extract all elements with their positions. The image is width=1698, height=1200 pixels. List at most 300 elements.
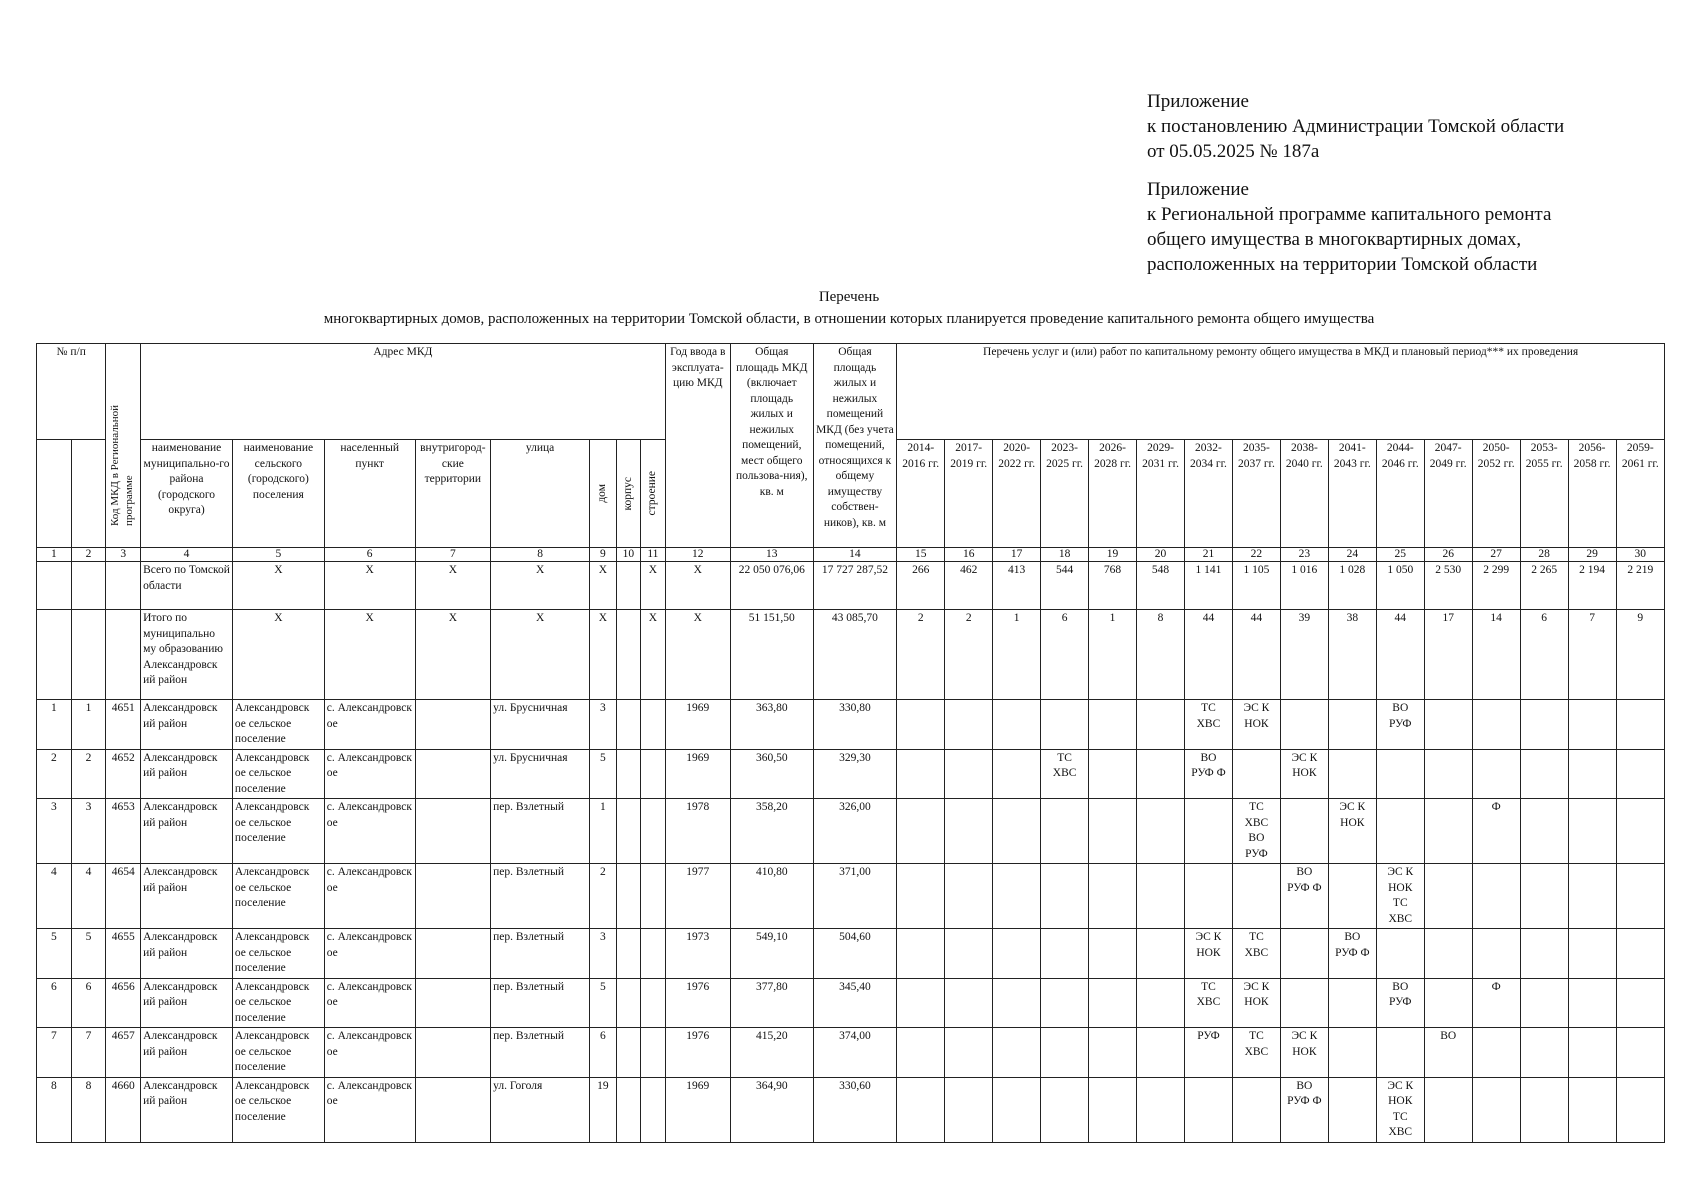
- cell-period-works: [1232, 749, 1280, 799]
- column-number: 7: [415, 548, 491, 562]
- column-number: 3: [106, 548, 141, 562]
- cell-settlement: Александровск ое сельское поселение: [232, 700, 324, 750]
- cell-period-works: ТС ХВС: [1041, 749, 1089, 799]
- cell-period-works: ЭС К НОК ТС ХВС: [1376, 864, 1424, 929]
- cell-period-works: [1520, 749, 1568, 799]
- cell-period-works: [1041, 1028, 1089, 1078]
- cell-area-total: 360,50: [730, 749, 813, 799]
- cell-period-works: [993, 799, 1041, 864]
- cell-period-count: 1: [993, 610, 1041, 700]
- cell-district: Александровск ий район: [141, 929, 233, 979]
- cell-period-works: [1472, 864, 1520, 929]
- cell-period-count: 1 050: [1376, 562, 1424, 610]
- cell-period-works: [1616, 1028, 1664, 1078]
- cell-building: [641, 1077, 666, 1142]
- cell-area-premises: 330,60: [813, 1077, 897, 1142]
- cell-period-works: [1568, 799, 1616, 864]
- cell-period-works: [1424, 799, 1472, 864]
- cell-period-works: ВО: [1424, 1028, 1472, 1078]
- cell-period-works: ВО РУФ Ф: [1328, 929, 1376, 979]
- header-code-text: Код МКД в Региональной программе: [109, 404, 136, 526]
- cell-period-works: [1137, 864, 1185, 929]
- cell-year: 1969: [665, 700, 730, 750]
- cell-district: Александровск ий район: [141, 1028, 233, 1078]
- cell-period-works: [945, 864, 993, 929]
- cell-period-works: [1520, 1077, 1568, 1142]
- header-korpus: [616, 440, 640, 548]
- cell-korpus: [616, 1028, 640, 1078]
- header-house: [590, 440, 617, 548]
- column-number: 18: [1041, 548, 1089, 562]
- cell-year: Х: [665, 610, 730, 700]
- cell-area-total: 22 050 076,06: [730, 562, 813, 610]
- cell-period-works: [1089, 978, 1137, 1028]
- cell-period-count: 413: [993, 562, 1041, 610]
- cell-district: Александровск ий район: [141, 978, 233, 1028]
- cell-np: 7: [37, 1028, 72, 1078]
- header-np: № п/п: [37, 344, 106, 440]
- cell-area-premises: 330,80: [813, 700, 897, 750]
- cell-period-works: [1041, 864, 1089, 929]
- header-period: 2056-2058 гг.: [1568, 440, 1616, 548]
- cell-code: 4652: [106, 749, 141, 799]
- column-number: 1: [37, 548, 72, 562]
- cell-period-works: ЭС К НОК: [1280, 749, 1328, 799]
- cell-period-works: [1137, 749, 1185, 799]
- cell-period-works: [1472, 749, 1520, 799]
- cell-period-works: [897, 864, 945, 929]
- cell-period-works: [945, 799, 993, 864]
- cell-period-works: [1089, 799, 1137, 864]
- cell-period-works: [1328, 700, 1376, 750]
- cell-house: 5: [590, 749, 617, 799]
- cell-np-2: 6: [71, 978, 106, 1028]
- buildings-table: [36, 343, 1665, 1143]
- cell-locality: с. Александровск ое: [324, 700, 415, 750]
- cell-street: Х: [491, 610, 590, 700]
- cell-period-works: ВО РУФ: [1376, 700, 1424, 750]
- cell-year: Х: [665, 562, 730, 610]
- cell-period-works: [1424, 929, 1472, 979]
- column-number: 12: [665, 548, 730, 562]
- cell-period-works: [1137, 978, 1185, 1028]
- cell-period-count: 1: [1089, 610, 1137, 700]
- cell-period-works: ТС ХВС: [1232, 929, 1280, 979]
- cell-period-works: [897, 1028, 945, 1078]
- cell-period-works: [1184, 864, 1232, 929]
- cell-period-works: [1520, 978, 1568, 1028]
- cell-intracity: Х: [415, 562, 491, 610]
- cell-period-works: [945, 978, 993, 1028]
- cell-period-works: [1328, 749, 1376, 799]
- cell-period-count: 462: [945, 562, 993, 610]
- column-number: 15: [897, 548, 945, 562]
- column-number: 26: [1424, 548, 1472, 562]
- cell-street: Х: [491, 562, 590, 610]
- cell-area-premises: 374,00: [813, 1028, 897, 1078]
- cell-locality: с. Александровск ое: [324, 929, 415, 979]
- cell-period-works: РУФ: [1184, 1028, 1232, 1078]
- cell-locality: Х: [324, 610, 415, 700]
- cell-code: 4655: [106, 929, 141, 979]
- cell-intracity: [415, 978, 491, 1028]
- cell-period-count: 266: [897, 562, 945, 610]
- cell-period-count: 44: [1376, 610, 1424, 700]
- cell-period-works: [897, 799, 945, 864]
- cell-period-count: 2 219: [1616, 562, 1664, 610]
- cell-period-works: ЭС К НОК: [1184, 929, 1232, 979]
- cell-np-2: 7: [71, 1028, 106, 1078]
- cell-period-count: 38: [1328, 610, 1376, 700]
- cell-np-2: 1: [71, 700, 106, 750]
- cell-district: Александровск ий район: [141, 799, 233, 864]
- cell-period-count: 544: [1041, 562, 1089, 610]
- cell-area-premises: 43 085,70: [813, 610, 897, 700]
- cell-period-count: 7: [1568, 610, 1616, 700]
- cell-house: 3: [590, 700, 617, 750]
- cell-np-2: 2: [71, 749, 106, 799]
- cell-district: Александровск ий район: [141, 864, 233, 929]
- cell-period-works: [1424, 978, 1472, 1028]
- cell-period-works: [1089, 700, 1137, 750]
- column-number: 24: [1328, 548, 1376, 562]
- header-period: 2047-2049 гг.: [1424, 440, 1472, 548]
- header-area-total: Общая площадь МКД (включает площадь жилых и нежилых помещений, мест общего пользова-ния), кв. м: [730, 344, 813, 548]
- cell-period-works: [1616, 1077, 1664, 1142]
- cell-np: 2: [37, 749, 72, 799]
- cell-period-works: [1520, 1028, 1568, 1078]
- cell-period-works: [945, 749, 993, 799]
- cell-house: Х: [590, 610, 617, 700]
- cell-period-works: [1568, 700, 1616, 750]
- cell-period-works: [1376, 799, 1424, 864]
- cell-locality: Х: [324, 562, 415, 610]
- cell-period-works: [1616, 864, 1664, 929]
- cell-area-total: 363,80: [730, 700, 813, 750]
- cell-period-count: 2 530: [1424, 562, 1472, 610]
- cell-period-works: ЭС К НОК: [1232, 978, 1280, 1028]
- cell-code: 4657: [106, 1028, 141, 1078]
- column-number: 14: [813, 548, 897, 562]
- cell-period-count: 2 265: [1520, 562, 1568, 610]
- cell-period-count: 44: [1232, 610, 1280, 700]
- cell-period-works: [1376, 749, 1424, 799]
- cell-period-works: [1089, 1077, 1137, 1142]
- cell-intracity: [415, 1077, 491, 1142]
- cell-period-works: [1520, 864, 1568, 929]
- cell-district: Александровск ий район: [141, 700, 233, 750]
- cell-period-works: [1568, 1028, 1616, 1078]
- cell-code: [106, 562, 141, 610]
- cell-district: Александровск ий район: [141, 749, 233, 799]
- cell-period-works: [1328, 1077, 1376, 1142]
- cell-period-works: [1376, 929, 1424, 979]
- cell-period-works: [1520, 799, 1568, 864]
- cell-period-works: [1137, 1028, 1185, 1078]
- cell-period-works: ЭС К НОК ТС ХВС: [1376, 1077, 1424, 1142]
- cell-period-works: [993, 1077, 1041, 1142]
- summary-row: [37, 562, 1665, 610]
- column-number: 11: [641, 548, 666, 562]
- cell-street: ул. Брусничная: [491, 749, 590, 799]
- cell-street: пер. Взлетный: [491, 799, 590, 864]
- header-period: 2059-2061 гг.: [1616, 440, 1664, 548]
- cell-period-works: [1616, 799, 1664, 864]
- header-area-premises: Общая площадь жилых и нежилых помещений МКД (без учета помещений, относящихся к общему имуществу собствен-ников), кв. м: [813, 344, 897, 548]
- table-row: [37, 1077, 1665, 1142]
- cell-area-total: 358,20: [730, 799, 813, 864]
- cell-period-works: [1472, 929, 1520, 979]
- column-number: 10: [616, 548, 640, 562]
- header-settlement: наименование сельского (городского) поселения: [232, 440, 324, 548]
- annex-program-line-2: к Региональной программе капитального ремонта: [1147, 204, 1552, 225]
- column-number: 30: [1616, 548, 1664, 562]
- cell-locality: с. Александровск ое: [324, 978, 415, 1028]
- cell-building: [641, 749, 666, 799]
- cell-period-count: 9: [1616, 610, 1664, 700]
- column-number: 21: [1184, 548, 1232, 562]
- table-row: [37, 1028, 1665, 1078]
- cell-period-works: ВО РУФ Ф: [1280, 864, 1328, 929]
- cell-house: 2: [590, 864, 617, 929]
- cell-period-works: [1616, 749, 1664, 799]
- cell-area-premises: 326,00: [813, 799, 897, 864]
- cell-period-works: [1328, 864, 1376, 929]
- cell-period-count: 8: [1137, 610, 1185, 700]
- cell-np: 6: [37, 978, 72, 1028]
- table-row: [37, 700, 1665, 750]
- table-row: [37, 929, 1665, 979]
- cell-year: 1973: [665, 929, 730, 979]
- cell-intracity: [415, 929, 491, 979]
- cell-period-works: [1041, 1077, 1089, 1142]
- cell-locality: с. Александровск ое: [324, 1077, 415, 1142]
- header-period: 2017-2019 гг.: [945, 440, 993, 548]
- cell-period-works: [1472, 1028, 1520, 1078]
- cell-np-2: 3: [71, 799, 106, 864]
- header-intracity: внутригород-ские территории: [415, 440, 491, 548]
- cell-period-works: [993, 978, 1041, 1028]
- cell-period-works: ТС ХВС: [1232, 1028, 1280, 1078]
- header-period: 2035-2037 гг.: [1232, 440, 1280, 548]
- header-locality: населенный пункт: [324, 440, 415, 548]
- cell-period-works: [945, 1077, 993, 1142]
- cell-intracity: Х: [415, 610, 491, 700]
- cell-street: пер. Взлетный: [491, 978, 590, 1028]
- header-period: 2041-2043 гг.: [1328, 440, 1376, 548]
- cell-period-works: [1089, 864, 1137, 929]
- column-number: 17: [993, 548, 1041, 562]
- cell-area-total: 549,10: [730, 929, 813, 979]
- cell-period-works: ТС ХВС: [1184, 978, 1232, 1028]
- cell-period-works: [945, 700, 993, 750]
- cell-period-works: [1424, 749, 1472, 799]
- cell-code: 4651: [106, 700, 141, 750]
- header-np-cell-1: [37, 440, 72, 548]
- cell-period-works: ВО РУФ Ф: [1184, 749, 1232, 799]
- cell-period-works: [1041, 799, 1089, 864]
- cell-period-works: [993, 1028, 1041, 1078]
- cell-np-2: 4: [71, 864, 106, 929]
- cell-korpus: [616, 610, 640, 700]
- cell-period-works: [1424, 864, 1472, 929]
- annex-regional-program: [1147, 177, 1551, 277]
- cell-period-works: ТС ХВС ВО РУФ: [1232, 799, 1280, 864]
- cell-np: [37, 610, 72, 700]
- cell-street: пер. Взлетный: [491, 864, 590, 929]
- cell-period-works: [1137, 929, 1185, 979]
- cell-settlement: Х: [232, 610, 324, 700]
- column-number: 29: [1568, 548, 1616, 562]
- table-row: [37, 749, 1665, 799]
- cell-street: ул. Гоголя: [491, 1077, 590, 1142]
- header-address: Адрес МКД: [141, 344, 666, 440]
- cell-code: [106, 610, 141, 700]
- cell-locality: с. Александровск ое: [324, 749, 415, 799]
- cell-np: 5: [37, 929, 72, 979]
- cell-year: 1969: [665, 1077, 730, 1142]
- cell-street: пер. Взлетный: [491, 929, 590, 979]
- cell-period-works: [945, 929, 993, 979]
- cell-np: 1: [37, 700, 72, 750]
- cell-np: 3: [37, 799, 72, 864]
- cell-period-works: [1232, 864, 1280, 929]
- cell-period-works: [1616, 700, 1664, 750]
- cell-period-count: 768: [1089, 562, 1137, 610]
- column-number-row: [37, 548, 1665, 562]
- cell-period-works: ВО РУФ: [1376, 978, 1424, 1028]
- cell-korpus: [616, 1077, 640, 1142]
- cell-period-works: [1041, 978, 1089, 1028]
- cell-period-works: [1424, 700, 1472, 750]
- column-number: 27: [1472, 548, 1520, 562]
- header-period: 2023-2025 гг.: [1041, 440, 1089, 548]
- cell-building: Х: [641, 562, 666, 610]
- cell-period-works: ЭС К НОК: [1232, 700, 1280, 750]
- cell-area-premises: 371,00: [813, 864, 897, 929]
- cell-period-works: [1280, 700, 1328, 750]
- cell-period-count: 6: [1041, 610, 1089, 700]
- cell-period-works: [1184, 799, 1232, 864]
- cell-period-works: [993, 929, 1041, 979]
- cell-building: [641, 929, 666, 979]
- cell-year: 1976: [665, 978, 730, 1028]
- cell-period-works: [1089, 1028, 1137, 1078]
- cell-intracity: [415, 864, 491, 929]
- cell-settlement: Александровск ое сельское поселение: [232, 1028, 324, 1078]
- cell-period-count: 39: [1280, 610, 1328, 700]
- cell-period-works: [1568, 749, 1616, 799]
- cell-period-works: [1472, 1077, 1520, 1142]
- column-number: 20: [1137, 548, 1185, 562]
- cell-np: [37, 562, 72, 610]
- annex-main-line-2: к постановлению Администрации Томской области: [1147, 116, 1565, 137]
- header-street: улица: [491, 440, 590, 548]
- cell-period-works: [1328, 978, 1376, 1028]
- header-code: [106, 344, 141, 548]
- header-np-cell-2: [71, 440, 106, 548]
- cell-period-count: 1 028: [1328, 562, 1376, 610]
- cell-period-works: [1568, 978, 1616, 1028]
- cell-period-count: 17: [1424, 610, 1472, 700]
- header-period: 2026-2028 гг.: [1089, 440, 1137, 548]
- header-period: 2014-2016 гг.: [897, 440, 945, 548]
- cell-korpus: [616, 864, 640, 929]
- cell-locality: с. Александровск ое: [324, 864, 415, 929]
- cell-period-count: 548: [1137, 562, 1185, 610]
- cell-period-works: [897, 700, 945, 750]
- header-period: 2020-2022 гг.: [993, 440, 1041, 548]
- table-row: [37, 978, 1665, 1028]
- table-row: [37, 864, 1665, 929]
- cell-period-works: [993, 700, 1041, 750]
- cell-house: 19: [590, 1077, 617, 1142]
- cell-street: ул. Брусничная: [491, 700, 590, 750]
- header-period: 2038-2040 гг.: [1280, 440, 1328, 548]
- cell-korpus: [616, 978, 640, 1028]
- cell-area-total: 377,80: [730, 978, 813, 1028]
- cell-period-works: ЭС К НОК: [1280, 1028, 1328, 1078]
- header-district: наименование муниципально-го района (городского округа): [141, 440, 233, 548]
- cell-settlement: Александровск ое сельское поселение: [232, 978, 324, 1028]
- annex-program-line-4: расположенных на территории Томской области: [1147, 254, 1538, 275]
- cell-period-works: ТС ХВС: [1184, 700, 1232, 750]
- header-period: 2053-2055 гг.: [1520, 440, 1568, 548]
- cell-year: 1969: [665, 749, 730, 799]
- cell-area-premises: 504,60: [813, 929, 897, 979]
- cell-period-count: 6: [1520, 610, 1568, 700]
- cell-period-works: ВО РУФ Ф: [1280, 1077, 1328, 1142]
- cell-period-count: 2 299: [1472, 562, 1520, 610]
- column-number: 16: [945, 548, 993, 562]
- cell-settlement: Александровск ое сельское поселение: [232, 799, 324, 864]
- cell-period-works: [1520, 929, 1568, 979]
- cell-period-works: [1089, 749, 1137, 799]
- annex-program-line-3: общего имущества в многоквартирных домах,: [1147, 229, 1522, 250]
- header-period: 2044-2046 гг.: [1376, 440, 1424, 548]
- cell-period-works: [897, 978, 945, 1028]
- column-number: 6: [324, 548, 415, 562]
- header-building-text: строение: [646, 471, 659, 516]
- cell-period-works: [1280, 929, 1328, 979]
- cell-period-works: [1280, 978, 1328, 1028]
- cell-area-premises: 329,30: [813, 749, 897, 799]
- cell-settlement: Х: [232, 562, 324, 610]
- cell-intracity: [415, 700, 491, 750]
- cell-period-works: [897, 929, 945, 979]
- cell-period-works: Ф: [1472, 799, 1520, 864]
- annex-main-decree: [1147, 89, 1564, 164]
- cell-building: [641, 1028, 666, 1078]
- cell-period-count: 44: [1184, 610, 1232, 700]
- cell-year: 1977: [665, 864, 730, 929]
- cell-building: Х: [641, 610, 666, 700]
- cell-period-works: [1520, 700, 1568, 750]
- header-building: [641, 440, 666, 548]
- cell-period-works: [1328, 1028, 1376, 1078]
- cell-area-premises: 345,40: [813, 978, 897, 1028]
- cell-period-works: [1616, 978, 1664, 1028]
- cell-period-works: [1184, 1077, 1232, 1142]
- cell-area-total: 51 151,50: [730, 610, 813, 700]
- annex-main-line-3: от 05.05.2025 № 187а: [1147, 141, 1320, 162]
- cell-area-total: 364,90: [730, 1077, 813, 1142]
- cell-house: 1: [590, 799, 617, 864]
- cell-korpus: [616, 749, 640, 799]
- cell-period-works: [1280, 799, 1328, 864]
- cell-area-premises: 17 727 287,52: [813, 562, 897, 610]
- cell-korpus: [616, 799, 640, 864]
